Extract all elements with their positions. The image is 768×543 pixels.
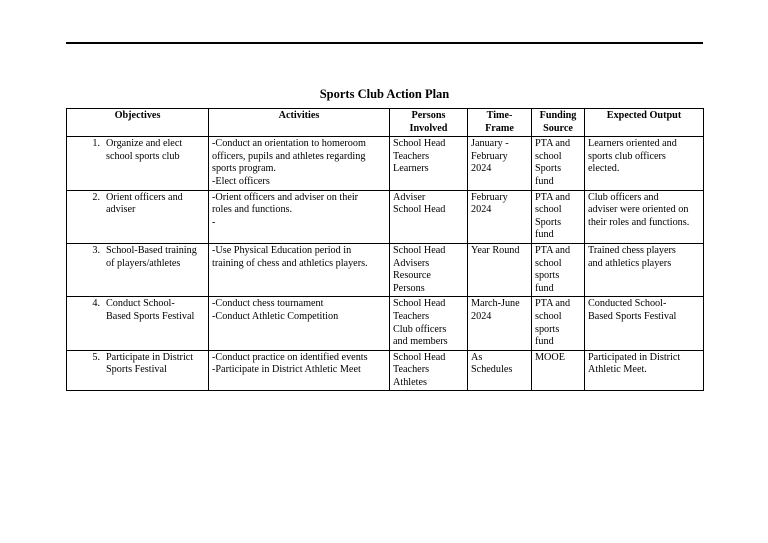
cell-line: Participate in District bbox=[106, 351, 194, 363]
cell-line: School Head bbox=[393, 138, 446, 150]
top-horizontal-rule bbox=[66, 42, 703, 44]
header-persons-involved bbox=[390, 109, 468, 137]
cell-line: School Head bbox=[393, 351, 446, 363]
cell-line: adviser bbox=[106, 204, 136, 216]
cell-persons-involved bbox=[390, 190, 468, 243]
header-objectives bbox=[67, 109, 209, 137]
cell-line: school sports club bbox=[106, 150, 180, 162]
cell-line: Teachers bbox=[393, 310, 430, 322]
cell-line: PTA and bbox=[535, 244, 571, 256]
cell-line: Source bbox=[543, 122, 573, 134]
objective-text bbox=[104, 352, 205, 377]
cell-line: Participated in District bbox=[588, 351, 681, 363]
cell-expected-output bbox=[585, 350, 704, 391]
cell-line: Athletic Meet. bbox=[588, 364, 647, 376]
cell-line: and athletics players bbox=[588, 257, 672, 269]
cell-funding-source bbox=[532, 297, 585, 350]
cell-line: Orient officers and bbox=[106, 191, 183, 203]
cell-line: Sports bbox=[535, 216, 562, 228]
cell-objective bbox=[67, 190, 209, 243]
cell-line: roles and functions. bbox=[212, 204, 293, 216]
cell-line: -Conduct chess tournament bbox=[212, 298, 324, 310]
cell-line: School Head bbox=[393, 298, 446, 310]
objective-text bbox=[104, 138, 205, 163]
cell-line: and members bbox=[393, 336, 448, 348]
cell-line: Conducted School- bbox=[588, 298, 667, 310]
cell-line: school bbox=[535, 310, 562, 322]
cell-line: Conduct School- bbox=[106, 298, 175, 310]
cell-time-frame bbox=[468, 190, 532, 243]
cell-expected-output bbox=[585, 190, 704, 243]
cell-line: Schedules bbox=[471, 364, 513, 376]
cell-line: Athletes bbox=[393, 376, 427, 388]
cell-activities bbox=[209, 297, 390, 350]
cell-time-frame bbox=[468, 297, 532, 350]
cell-objective bbox=[67, 350, 209, 391]
cell-line: - bbox=[212, 216, 216, 228]
cell-line: 2024 bbox=[471, 310, 492, 322]
cell-line: -Conduct Athletic Competition bbox=[212, 310, 339, 322]
cell-line: of players/athletes bbox=[106, 257, 181, 269]
table-row bbox=[67, 190, 704, 243]
cell-line: Funding bbox=[539, 110, 577, 121]
cell-line: PTA and bbox=[535, 191, 571, 203]
cell-line: fund bbox=[535, 229, 554, 241]
cell-line: fund bbox=[535, 175, 554, 187]
cell-persons-involved bbox=[390, 297, 468, 350]
table-row bbox=[67, 350, 704, 391]
cell-funding-source bbox=[532, 190, 585, 243]
cell-line: Sports Festival bbox=[106, 364, 167, 376]
cell-activities bbox=[209, 137, 390, 190]
objective-text bbox=[104, 192, 205, 217]
header-activities bbox=[209, 109, 390, 137]
cell-expected-output bbox=[585, 137, 704, 190]
cell-line: sports program. bbox=[212, 163, 276, 175]
objective-number: 5. bbox=[92, 351, 100, 363]
cell-activities bbox=[209, 243, 390, 296]
cell-line: Club officers and bbox=[588, 191, 659, 203]
cell-line: Advisers bbox=[393, 257, 430, 269]
cell-line: Resource bbox=[393, 270, 431, 282]
action-plan-table bbox=[66, 108, 704, 391]
cell-line: PTA and bbox=[535, 138, 571, 150]
cell-line: Year Round bbox=[471, 244, 520, 256]
cell-line: February bbox=[471, 191, 508, 203]
cell-line: sports bbox=[535, 323, 560, 335]
document-title: Sports Club Action Plan bbox=[319, 87, 450, 101]
cell-line: -Orient officers and adviser on their bbox=[212, 191, 359, 203]
cell-line: sports club officers bbox=[588, 150, 666, 162]
cell-line: 2024 bbox=[471, 163, 492, 175]
cell-line: Trained chess players bbox=[588, 244, 676, 256]
cell-line: Frame bbox=[485, 122, 514, 134]
cell-line: MOOE bbox=[535, 351, 565, 363]
cell-line: Activities bbox=[278, 110, 320, 121]
cell-line: March-June bbox=[471, 298, 520, 310]
cell-line: elected. bbox=[588, 163, 620, 175]
cell-line: school bbox=[535, 257, 562, 269]
cell-line: -Elect officers bbox=[212, 175, 270, 187]
cell-persons-involved bbox=[390, 243, 468, 296]
cell-line: Based Sports Festival bbox=[588, 310, 677, 322]
cell-line: Persons bbox=[393, 282, 425, 294]
cell-line: school bbox=[535, 204, 562, 216]
objective-number: 2. bbox=[92, 191, 100, 203]
cell-line: school bbox=[535, 150, 562, 162]
cell-line: fund bbox=[535, 336, 554, 348]
objective-number: 1. bbox=[92, 138, 100, 150]
cell-line: fund bbox=[535, 282, 554, 294]
cell-activities bbox=[209, 190, 390, 243]
cell-line: Sports bbox=[535, 163, 562, 175]
cell-line: Teachers bbox=[393, 364, 430, 376]
cell-time-frame bbox=[468, 243, 532, 296]
cell-line: -Conduct practice on identified events bbox=[212, 351, 368, 363]
cell-line: Involved bbox=[409, 122, 448, 134]
cell-objective bbox=[67, 243, 209, 296]
cell-line: PTA and bbox=[535, 298, 571, 310]
cell-line: -Participate in District Athletic Meet bbox=[212, 364, 361, 376]
cell-objective bbox=[67, 297, 209, 350]
cell-line: Adviser bbox=[393, 191, 426, 203]
cell-line: Learners oriented and bbox=[588, 138, 677, 150]
cell-line: Learners bbox=[393, 163, 429, 175]
cell-objective bbox=[67, 137, 209, 190]
cell-line: As bbox=[471, 351, 483, 363]
cell-time-frame bbox=[468, 350, 532, 391]
cell-line: January - bbox=[471, 138, 509, 150]
table-row bbox=[67, 243, 704, 296]
cell-line: officers, pupils and athletes regarding bbox=[212, 150, 366, 162]
cell-expected-output bbox=[585, 243, 704, 296]
cell-line: training of chess and athletics players. bbox=[212, 257, 368, 269]
cell-line: Organize and elect bbox=[106, 138, 183, 150]
header-expected-output bbox=[585, 109, 704, 137]
cell-line: Persons bbox=[411, 110, 446, 121]
cell-persons-involved bbox=[390, 137, 468, 190]
header-funding-source bbox=[532, 109, 585, 137]
objective-number: 3. bbox=[92, 244, 100, 256]
objective-text bbox=[104, 298, 205, 323]
header-time-frame bbox=[468, 109, 532, 137]
cell-line: -Use Physical Education period in bbox=[212, 244, 352, 256]
cell-funding-source bbox=[532, 137, 585, 190]
cell-line: Club officers bbox=[393, 323, 447, 335]
cell-line: Based Sports Festival bbox=[106, 310, 195, 322]
cell-activities bbox=[209, 350, 390, 391]
objective-number: 4. bbox=[92, 298, 100, 310]
cell-line: 2024 bbox=[471, 204, 492, 216]
cell-expected-output bbox=[585, 297, 704, 350]
objective-text bbox=[104, 245, 205, 270]
cell-line: School Head bbox=[393, 204, 446, 216]
cell-time-frame bbox=[468, 137, 532, 190]
cell-line: Time- bbox=[486, 110, 513, 121]
table-row bbox=[67, 137, 704, 190]
cell-line: Objectives bbox=[114, 110, 161, 121]
cell-funding-source bbox=[532, 243, 585, 296]
cell-line: School-Based training bbox=[106, 244, 197, 256]
cell-line: February bbox=[471, 150, 508, 162]
cell-line: sports bbox=[535, 270, 560, 282]
table-body bbox=[67, 137, 704, 391]
cell-line: -Conduct an orientation to homeroom bbox=[212, 138, 366, 150]
table-header-row bbox=[67, 109, 704, 137]
cell-line: School Head bbox=[393, 244, 446, 256]
cell-persons-involved bbox=[390, 350, 468, 391]
cell-line: their roles and functions. bbox=[588, 216, 690, 228]
cell-line: adviser were oriented on bbox=[588, 204, 689, 216]
cell-line: Expected Output bbox=[606, 110, 682, 121]
cell-line: Teachers bbox=[393, 150, 430, 162]
cell-funding-source bbox=[532, 350, 585, 391]
table-row bbox=[67, 297, 704, 350]
